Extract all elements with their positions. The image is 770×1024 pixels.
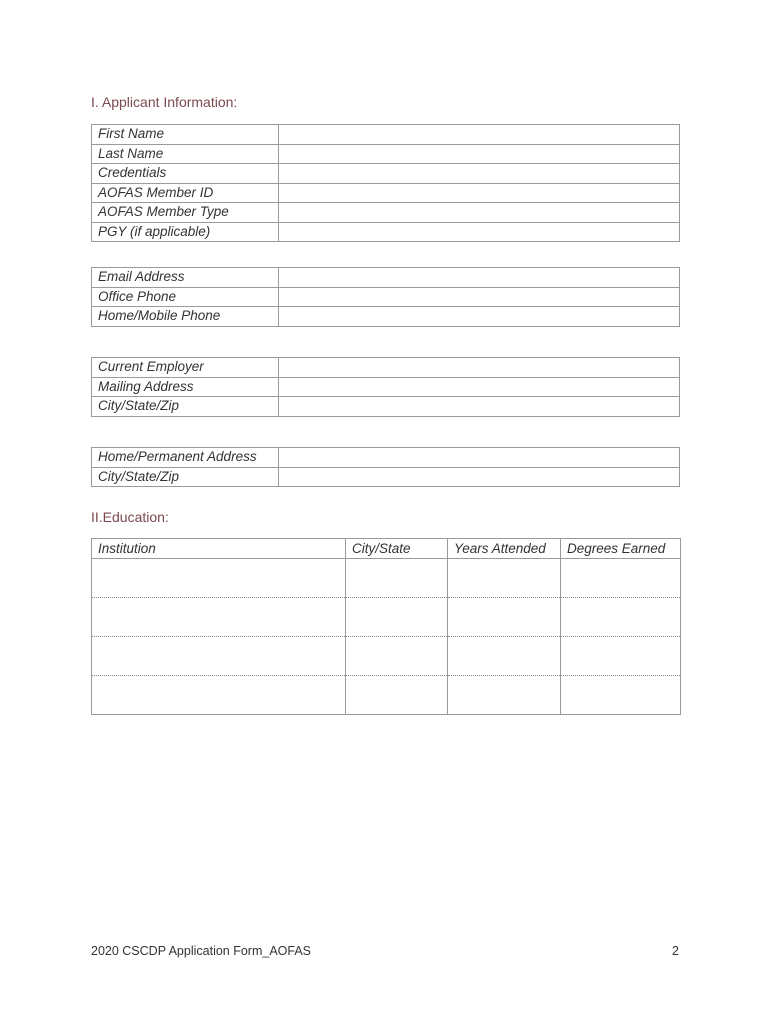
form-row xyxy=(92,144,680,164)
permanent-city-state-zip-field[interactable] xyxy=(279,467,680,487)
form-row xyxy=(92,222,680,242)
pgy-field[interactable] xyxy=(279,222,680,242)
years-attended-cell[interactable] xyxy=(448,598,561,637)
degrees-earned-cell[interactable] xyxy=(561,676,681,715)
education-header-row xyxy=(92,539,681,559)
degrees-earned-cell[interactable] xyxy=(561,598,681,637)
page-number: 2 xyxy=(672,944,679,958)
form-row xyxy=(92,448,680,468)
form-row xyxy=(92,287,680,307)
form-row xyxy=(92,377,680,397)
table-row xyxy=(92,637,681,676)
mailing-city-state-zip-field[interactable] xyxy=(279,397,680,417)
field-label-last-name: Last Name xyxy=(92,144,279,164)
field-label-email: Email Address xyxy=(92,268,279,288)
institution-cell[interactable] xyxy=(92,559,346,598)
city-state-cell[interactable] xyxy=(346,676,448,715)
field-label-credentials: Credentials xyxy=(92,164,279,184)
footer-title: 2020 CSCDP Application Form_AOFAS xyxy=(91,944,312,958)
table-row xyxy=(92,598,681,637)
form-row xyxy=(92,397,680,417)
field-label-city-state-zip: City/State/Zip xyxy=(92,467,279,487)
city-state-cell[interactable] xyxy=(346,598,448,637)
email-field[interactable] xyxy=(279,268,680,288)
city-state-cell[interactable] xyxy=(346,559,448,598)
field-label-member-id: AOFAS Member ID xyxy=(92,183,279,203)
field-label-member-type: AOFAS Member Type xyxy=(92,203,279,223)
field-label-pgy: PGY (if applicable) xyxy=(92,222,279,242)
permanent-address-field[interactable] xyxy=(279,448,680,468)
field-label-mailing-address: Mailing Address xyxy=(92,377,279,397)
form-row xyxy=(92,183,680,203)
institution-cell[interactable] xyxy=(92,598,346,637)
years-attended-cell[interactable] xyxy=(448,559,561,598)
institution-cell[interactable] xyxy=(92,637,346,676)
table-row xyxy=(92,676,681,715)
institution-cell[interactable] xyxy=(92,676,346,715)
member-type-field[interactable] xyxy=(279,203,680,223)
form-row xyxy=(92,164,680,184)
employer-field[interactable] xyxy=(279,358,680,378)
form-row xyxy=(92,358,680,378)
years-attended-cell[interactable] xyxy=(448,637,561,676)
degrees-earned-cell[interactable] xyxy=(561,637,681,676)
field-label-office-phone: Office Phone xyxy=(92,287,279,307)
applicant-info-heading: I. Applicant Information: xyxy=(91,94,238,110)
form-row xyxy=(92,307,680,327)
last-name-field[interactable] xyxy=(279,144,680,164)
mailing-address-field[interactable] xyxy=(279,377,680,397)
column-header-years-attended: Years Attended xyxy=(448,539,561,559)
employer-info-table xyxy=(91,357,680,417)
education-table xyxy=(91,538,681,715)
mobile-phone-field[interactable] xyxy=(279,307,680,327)
column-header-city-state: City/State xyxy=(346,539,448,559)
applicant-info-table xyxy=(91,124,680,242)
field-label-employer: Current Employer xyxy=(92,358,279,378)
education-heading: II.Education: xyxy=(91,509,169,525)
form-row xyxy=(92,125,680,145)
table-row xyxy=(92,559,681,598)
form-row xyxy=(92,203,680,223)
degrees-earned-cell[interactable] xyxy=(561,559,681,598)
member-id-field[interactable] xyxy=(279,183,680,203)
field-label-city-state-zip: City/State/Zip xyxy=(92,397,279,417)
credentials-field[interactable] xyxy=(279,164,680,184)
column-header-degrees-earned: Degrees Earned xyxy=(561,539,681,559)
form-row xyxy=(92,467,680,487)
permanent-address-table xyxy=(91,447,680,487)
column-header-institution: Institution xyxy=(92,539,346,559)
form-row xyxy=(92,268,680,288)
field-label-permanent-address: Home/Permanent Address xyxy=(92,448,279,468)
first-name-field[interactable] xyxy=(279,125,680,145)
years-attended-cell[interactable] xyxy=(448,676,561,715)
field-label-first-name: First Name xyxy=(92,125,279,145)
contact-info-table xyxy=(91,267,680,327)
field-label-mobile-phone: Home/Mobile Phone xyxy=(92,307,279,327)
city-state-cell[interactable] xyxy=(346,637,448,676)
office-phone-field[interactable] xyxy=(279,287,680,307)
